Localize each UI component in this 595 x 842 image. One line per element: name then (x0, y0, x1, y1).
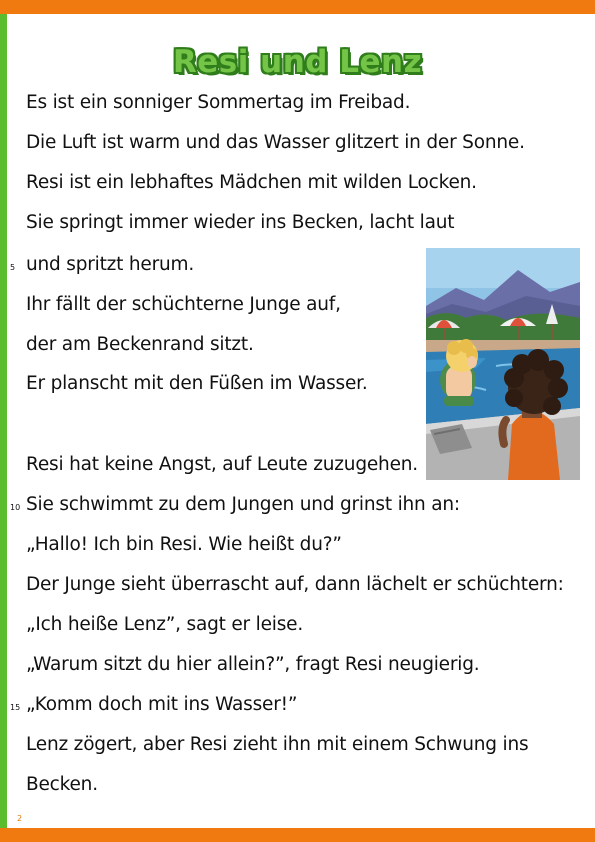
story-line: der am Beckenrand sitzt. (26, 334, 254, 355)
story-line: Es ist ein sonniger Sommertag im Freibad. (26, 92, 411, 113)
line-number: 5 (10, 263, 16, 272)
story-line: und spritzt herum. (26, 254, 195, 275)
story-line: Resi ist ein lebhaftes Mädchen mit wilden Locken. (26, 172, 477, 193)
line-number: 15 (10, 703, 21, 712)
left-border-bar (0, 14, 7, 828)
story-line: Er planscht mit den Füßen im Wasser. (26, 373, 368, 394)
story-line: „Hallo! Ich bin Resi. Wie heißt du?” (26, 534, 342, 555)
story-line: Sie springt immer wieder ins Becken, lacht laut (26, 212, 455, 233)
story-line: Becken. (26, 774, 98, 795)
story-line: Sie schwimmt zu dem Jungen und grinst ihn an: (26, 494, 460, 515)
story-line: Ihr fällt der schüchterne Junge auf, (26, 294, 341, 315)
bottom-border-bar (0, 828, 595, 842)
page-title: Resi und Lenz (172, 44, 423, 80)
story-line: „Ich heiße Lenz”, sagt er leise. (26, 614, 304, 635)
pool-scene-illustration (426, 248, 580, 480)
line-number: 10 (10, 503, 21, 512)
page-number: 2 (17, 814, 23, 823)
story-line: Die Luft ist warm und das Wasser glitzert in der Sonne. (26, 132, 525, 153)
top-border-bar (0, 0, 595, 14)
story-line: Der Junge sieht überrascht auf, dann lächelt er schüchtern: (26, 574, 564, 595)
story-line: Lenz zögert, aber Resi zieht ihn mit einem Schwung ins (26, 734, 529, 755)
story-line: „Komm doch mit ins Wasser!” (26, 694, 298, 715)
story-line: Resi hat keine Angst, auf Leute zuzugehen. (26, 454, 418, 475)
story-line: „Warum sitzt du hier allein?”, fragt Resi neugierig. (26, 654, 480, 675)
